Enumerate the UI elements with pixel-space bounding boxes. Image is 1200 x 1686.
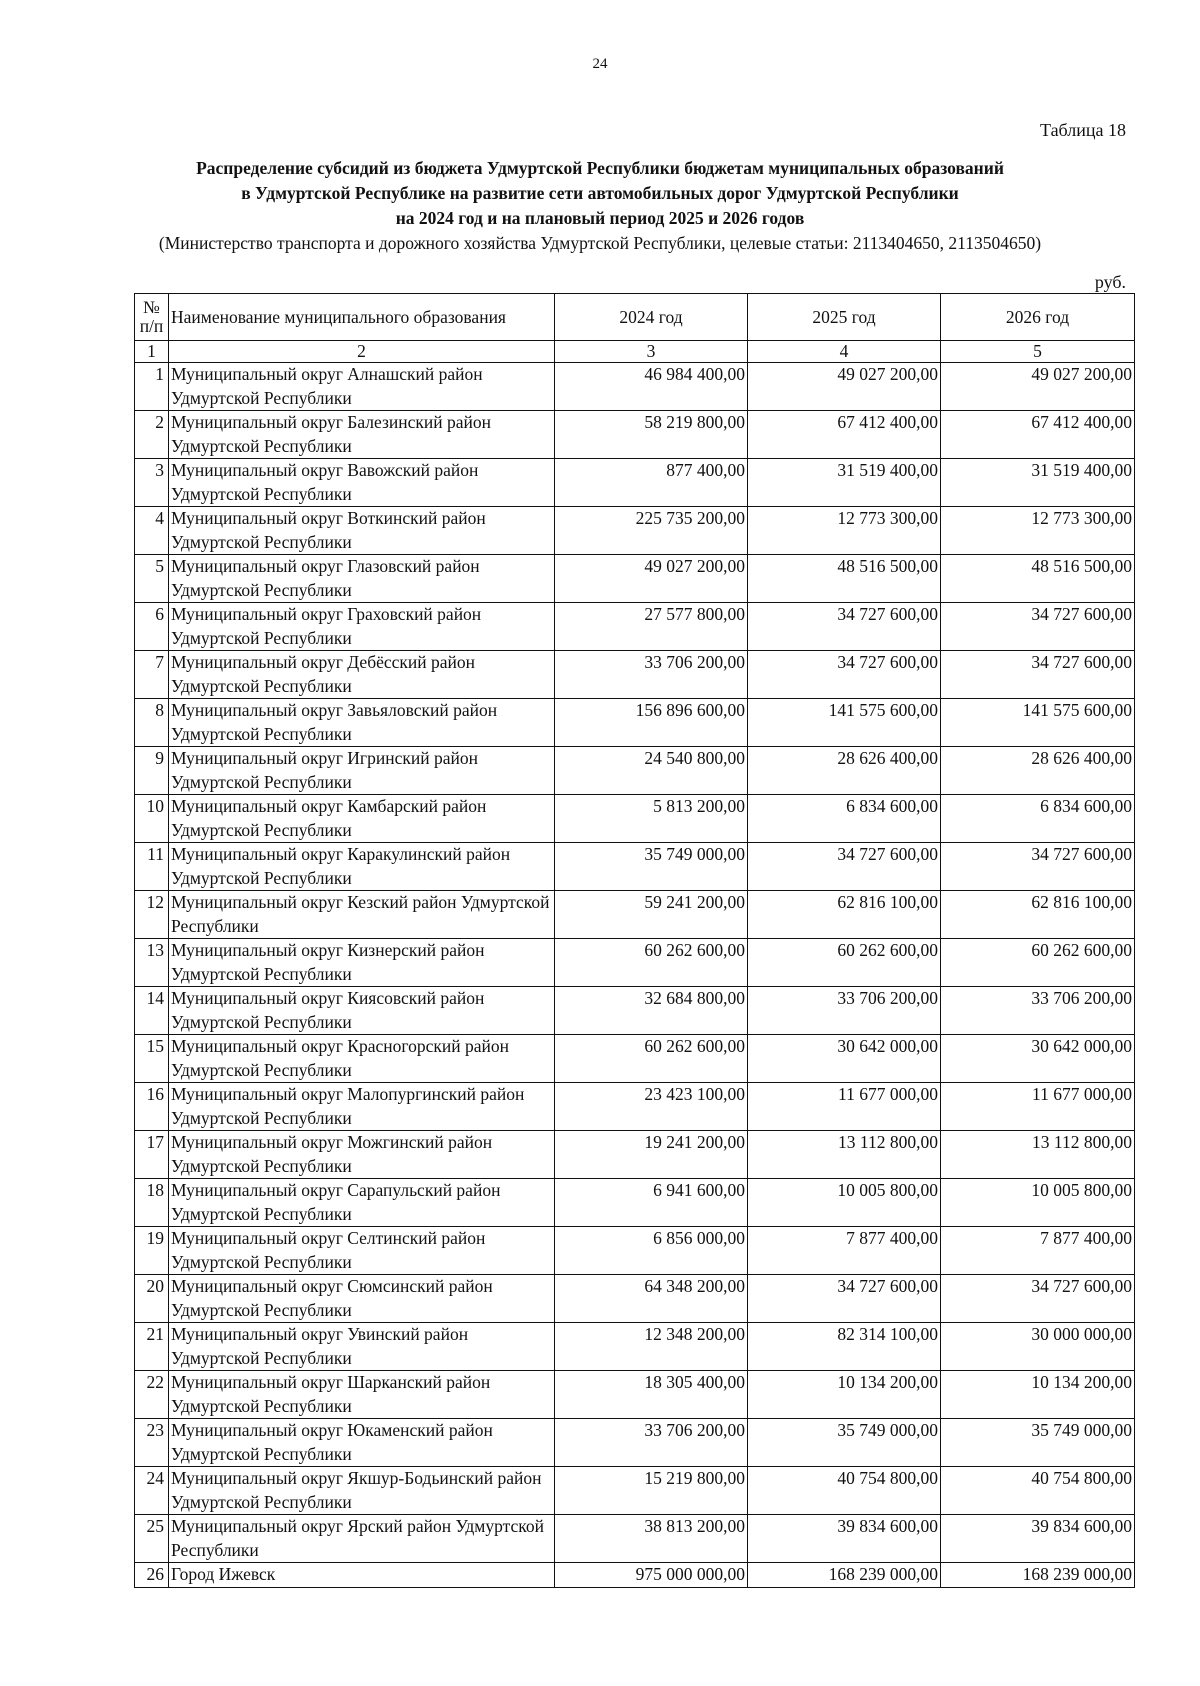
row-name: Муниципальный округ Алнашский район Удмуртской Республики bbox=[169, 363, 555, 411]
page-number: 24 bbox=[592, 56, 608, 72]
table-row bbox=[135, 1515, 1135, 1563]
table-row bbox=[135, 795, 1135, 843]
row-value-2026: 31 519 400,00 bbox=[941, 459, 1135, 507]
row-number: 20 bbox=[135, 1275, 169, 1323]
row-number: 10 bbox=[135, 795, 169, 843]
row-value-2025: 60 262 600,00 bbox=[748, 939, 941, 987]
row-value-2024: 59 241 200,00 bbox=[555, 891, 748, 939]
row-value-2024: 60 262 600,00 bbox=[555, 939, 748, 987]
row-value-2026: 67 412 400,00 bbox=[941, 411, 1135, 459]
row-name: Муниципальный округ Камбарский район Удмуртской Республики bbox=[169, 795, 555, 843]
row-number: 5 bbox=[135, 555, 169, 603]
row-value-2025: 62 816 100,00 bbox=[748, 891, 941, 939]
header-2025: 2025 год bbox=[748, 294, 941, 341]
column-index-row bbox=[135, 341, 1135, 363]
table-row bbox=[135, 363, 1135, 411]
row-name: Муниципальный округ Сюмсинский район Удмуртской Республики bbox=[169, 1275, 555, 1323]
row-value-2025: 10 005 800,00 bbox=[748, 1179, 941, 1227]
row-value-2024: 60 262 600,00 bbox=[555, 1035, 748, 1083]
row-number: 26 bbox=[135, 1563, 169, 1588]
row-value-2026: 40 754 800,00 bbox=[941, 1467, 1135, 1515]
table-row bbox=[135, 1371, 1135, 1419]
row-value-2026: 11 677 000,00 bbox=[941, 1083, 1135, 1131]
row-value-2024: 6 941 600,00 bbox=[555, 1179, 748, 1227]
row-value-2025: 141 575 600,00 bbox=[748, 699, 941, 747]
row-value-2024: 23 423 100,00 bbox=[555, 1083, 748, 1131]
row-number: 4 bbox=[135, 507, 169, 555]
row-value-2025: 49 027 200,00 bbox=[748, 363, 941, 411]
row-value-2025: 48 516 500,00 bbox=[748, 555, 941, 603]
unit-label: руб. bbox=[1094, 272, 1126, 292]
row-value-2024: 24 540 800,00 bbox=[555, 747, 748, 795]
title-block bbox=[60, 156, 1140, 256]
row-name: Муниципальный округ Ярский район Удмуртской Республики bbox=[169, 1515, 555, 1563]
row-name: Муниципальный округ Завьяловский район Удмуртской Республики bbox=[169, 699, 555, 747]
row-name: Муниципальный округ Дебёсский район Удмуртской Республики bbox=[169, 651, 555, 699]
row-value-2024: 27 577 800,00 bbox=[555, 603, 748, 651]
row-name: Муниципальный округ Шарканский район Удмуртской Республики bbox=[169, 1371, 555, 1419]
column-index: 3 bbox=[555, 341, 748, 363]
row-value-2024: 58 219 800,00 bbox=[555, 411, 748, 459]
row-value-2024: 46 984 400,00 bbox=[555, 363, 748, 411]
row-number: 12 bbox=[135, 891, 169, 939]
title-line-2: в Удмуртской Республике на развитие сети автомобильных дорог Удмуртской Республики bbox=[241, 183, 959, 203]
row-value-2026: 30 000 000,00 bbox=[941, 1323, 1135, 1371]
header-name: Наименование муниципального образования bbox=[169, 294, 555, 341]
table-row bbox=[135, 939, 1135, 987]
title-line-3: на 2024 год и на плановый период 2025 и 2026 годов bbox=[395, 208, 805, 228]
row-value-2026: 30 642 000,00 bbox=[941, 1035, 1135, 1083]
table-row bbox=[135, 555, 1135, 603]
row-name: Муниципальный округ Кезский район Удмуртской Республики bbox=[169, 891, 555, 939]
row-number: 1 bbox=[135, 363, 169, 411]
row-name: Муниципальный округ Малопургинский район Удмуртской Республики bbox=[169, 1083, 555, 1131]
row-value-2024: 877 400,00 bbox=[555, 459, 748, 507]
row-name: Муниципальный округ Киясовский район Удмуртской Республики bbox=[169, 987, 555, 1035]
row-name: Муниципальный округ Балезинский район Удмуртской Республики bbox=[169, 411, 555, 459]
row-value-2026: 10 005 800,00 bbox=[941, 1179, 1135, 1227]
row-value-2026: 34 727 600,00 bbox=[941, 603, 1135, 651]
row-number: 17 bbox=[135, 1131, 169, 1179]
row-number: 9 bbox=[135, 747, 169, 795]
row-value-2024: 64 348 200,00 bbox=[555, 1275, 748, 1323]
row-value-2024: 156 896 600,00 bbox=[555, 699, 748, 747]
row-value-2026: 168 239 000,00 bbox=[941, 1563, 1135, 1588]
table-row bbox=[135, 1035, 1135, 1083]
row-value-2025: 35 749 000,00 bbox=[748, 1419, 941, 1467]
row-value-2025: 40 754 800,00 bbox=[748, 1467, 941, 1515]
table-row bbox=[135, 1419, 1135, 1467]
row-value-2024: 33 706 200,00 bbox=[555, 651, 748, 699]
row-number: 22 bbox=[135, 1371, 169, 1419]
row-value-2024: 19 241 200,00 bbox=[555, 1131, 748, 1179]
row-value-2026: 34 727 600,00 bbox=[941, 843, 1135, 891]
row-name: Город Ижевск bbox=[169, 1563, 555, 1588]
row-value-2026: 48 516 500,00 bbox=[941, 555, 1135, 603]
subtitle: (Министерство транспорта и дорожного хозяйства Удмуртской Республики, целевые статьи: 2113404650, 2113504650) bbox=[158, 233, 1042, 253]
table-row bbox=[135, 1563, 1135, 1588]
row-value-2024: 6 856 000,00 bbox=[555, 1227, 748, 1275]
row-value-2024: 35 749 000,00 bbox=[555, 843, 748, 891]
row-value-2026: 33 706 200,00 bbox=[941, 987, 1135, 1035]
row-number: 7 bbox=[135, 651, 169, 699]
column-index: 4 bbox=[748, 341, 941, 363]
row-value-2025: 168 239 000,00 bbox=[748, 1563, 941, 1588]
row-value-2026: 49 027 200,00 bbox=[941, 363, 1135, 411]
row-name: Муниципальный округ Игринский район Удмуртской Республики bbox=[169, 747, 555, 795]
row-value-2025: 39 834 600,00 bbox=[748, 1515, 941, 1563]
row-value-2024: 975 000 000,00 bbox=[555, 1563, 748, 1588]
header-row bbox=[135, 294, 1135, 341]
row-name: Муниципальный округ Вавожский район Удмуртской Республики bbox=[169, 459, 555, 507]
table-row bbox=[135, 1083, 1135, 1131]
row-value-2024: 33 706 200,00 bbox=[555, 1419, 748, 1467]
table-body bbox=[135, 363, 1135, 1588]
row-value-2026: 35 749 000,00 bbox=[941, 1419, 1135, 1467]
budget-table bbox=[134, 293, 1135, 1588]
row-value-2025: 30 642 000,00 bbox=[748, 1035, 941, 1083]
row-number: 18 bbox=[135, 1179, 169, 1227]
row-name: Муниципальный округ Кизнерский район Удмуртской Республики bbox=[169, 939, 555, 987]
row-name: Муниципальный округ Сарапульский район Удмуртской Республики bbox=[169, 1179, 555, 1227]
row-value-2024: 225 735 200,00 bbox=[555, 507, 748, 555]
table-row bbox=[135, 651, 1135, 699]
table-row bbox=[135, 747, 1135, 795]
row-value-2025: 67 412 400,00 bbox=[748, 411, 941, 459]
row-value-2026: 13 112 800,00 bbox=[941, 1131, 1135, 1179]
row-value-2025: 31 519 400,00 bbox=[748, 459, 941, 507]
row-value-2025: 33 706 200,00 bbox=[748, 987, 941, 1035]
row-value-2026: 7 877 400,00 bbox=[941, 1227, 1135, 1275]
row-number: 21 bbox=[135, 1323, 169, 1371]
table-row bbox=[135, 507, 1135, 555]
row-value-2024: 15 219 800,00 bbox=[555, 1467, 748, 1515]
row-name: Муниципальный округ Юкаменский район Удмуртской Республики bbox=[169, 1419, 555, 1467]
row-number: 25 bbox=[135, 1515, 169, 1563]
row-name: Муниципальный округ Глазовский район Удмуртской Республики bbox=[169, 555, 555, 603]
title-line-1: Распределение субсидий из бюджета Удмуртской Республики бюджетам муниципальных образований bbox=[196, 158, 1004, 178]
row-value-2024: 38 813 200,00 bbox=[555, 1515, 748, 1563]
row-value-2025: 12 773 300,00 bbox=[748, 507, 941, 555]
row-number: 16 bbox=[135, 1083, 169, 1131]
table-row bbox=[135, 1467, 1135, 1515]
header-2026: 2026 год bbox=[941, 294, 1135, 341]
row-value-2024: 5 813 200,00 bbox=[555, 795, 748, 843]
table-row bbox=[135, 459, 1135, 507]
column-index: 2 bbox=[169, 341, 555, 363]
table-label: Таблица 18 bbox=[1040, 120, 1126, 140]
table-row bbox=[135, 891, 1135, 939]
row-number: 3 bbox=[135, 459, 169, 507]
row-value-2025: 34 727 600,00 bbox=[748, 651, 941, 699]
row-number: 15 bbox=[135, 1035, 169, 1083]
row-value-2025: 6 834 600,00 bbox=[748, 795, 941, 843]
row-name: Муниципальный округ Воткинский район Удмуртской Республики bbox=[169, 507, 555, 555]
table-row bbox=[135, 843, 1135, 891]
row-value-2025: 11 677 000,00 bbox=[748, 1083, 941, 1131]
row-value-2024: 12 348 200,00 bbox=[555, 1323, 748, 1371]
row-value-2025: 34 727 600,00 bbox=[748, 1275, 941, 1323]
table-row bbox=[135, 699, 1135, 747]
row-number: 6 bbox=[135, 603, 169, 651]
row-value-2026: 28 626 400,00 bbox=[941, 747, 1135, 795]
row-value-2025: 82 314 100,00 bbox=[748, 1323, 941, 1371]
table-row bbox=[135, 1323, 1135, 1371]
row-value-2025: 13 112 800,00 bbox=[748, 1131, 941, 1179]
row-name: Муниципальный округ Граховский район Удмуртской Республики bbox=[169, 603, 555, 651]
row-value-2026: 141 575 600,00 bbox=[941, 699, 1135, 747]
row-name: Муниципальный округ Якшур-Бодьинский район Удмуртской Республики bbox=[169, 1467, 555, 1515]
header-num: № п/п bbox=[135, 294, 169, 341]
row-value-2024: 32 684 800,00 bbox=[555, 987, 748, 1035]
row-number: 23 bbox=[135, 1419, 169, 1467]
row-value-2026: 12 773 300,00 bbox=[941, 507, 1135, 555]
row-value-2026: 62 816 100,00 bbox=[941, 891, 1135, 939]
row-name: Муниципальный округ Увинский район Удмуртской Республики bbox=[169, 1323, 555, 1371]
table-row bbox=[135, 1227, 1135, 1275]
row-value-2025: 10 134 200,00 bbox=[748, 1371, 941, 1419]
row-value-2025: 7 877 400,00 bbox=[748, 1227, 941, 1275]
row-value-2025: 28 626 400,00 bbox=[748, 747, 941, 795]
table-row bbox=[135, 1131, 1135, 1179]
row-name: Муниципальный округ Красногорский район Удмуртской Республики bbox=[169, 1035, 555, 1083]
row-name: Муниципальный округ Каракулинский район Удмуртской Республики bbox=[169, 843, 555, 891]
table-row bbox=[135, 603, 1135, 651]
column-index: 5 bbox=[941, 341, 1135, 363]
table-row bbox=[135, 411, 1135, 459]
row-value-2026: 6 834 600,00 bbox=[941, 795, 1135, 843]
row-number: 14 bbox=[135, 987, 169, 1035]
row-value-2026: 34 727 600,00 bbox=[941, 1275, 1135, 1323]
table-row bbox=[135, 1275, 1135, 1323]
row-value-2024: 49 027 200,00 bbox=[555, 555, 748, 603]
row-name: Муниципальный округ Селтинский район Удмуртской Республики bbox=[169, 1227, 555, 1275]
row-value-2026: 60 262 600,00 bbox=[941, 939, 1135, 987]
row-number: 19 bbox=[135, 1227, 169, 1275]
row-value-2026: 10 134 200,00 bbox=[941, 1371, 1135, 1419]
row-value-2026: 34 727 600,00 bbox=[941, 651, 1135, 699]
header-2024: 2024 год bbox=[555, 294, 748, 341]
row-number: 8 bbox=[135, 699, 169, 747]
row-number: 13 bbox=[135, 939, 169, 987]
row-number: 11 bbox=[135, 843, 169, 891]
column-index: 1 bbox=[135, 341, 169, 363]
row-value-2024: 18 305 400,00 bbox=[555, 1371, 748, 1419]
row-value-2025: 34 727 600,00 bbox=[748, 603, 941, 651]
row-number: 24 bbox=[135, 1467, 169, 1515]
row-number: 2 bbox=[135, 411, 169, 459]
row-value-2025: 34 727 600,00 bbox=[748, 843, 941, 891]
table-row bbox=[135, 1179, 1135, 1227]
row-name: Муниципальный округ Можгинский район Удмуртской Республики bbox=[169, 1131, 555, 1179]
table-row bbox=[135, 987, 1135, 1035]
row-value-2026: 39 834 600,00 bbox=[941, 1515, 1135, 1563]
